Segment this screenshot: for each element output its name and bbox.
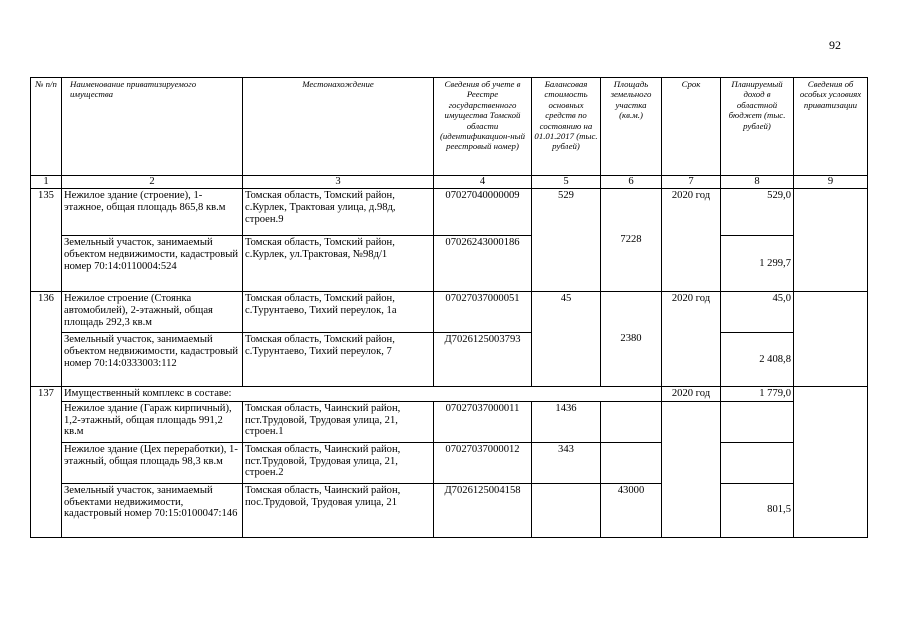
col-num-5: 5: [532, 176, 601, 189]
term: 2020 год: [662, 189, 721, 292]
object-name: Нежилое здание (строение), 1-этажное, общая площадь 865,8 кв.м: [62, 189, 243, 236]
land-area: 43000: [601, 483, 662, 537]
table-row: [31, 292, 868, 333]
object-name: Нежилое здание (Цех переработки), 1-этажный, общая площадь 98,3 кв.м: [62, 442, 243, 483]
income-value: 2 408,8: [721, 333, 794, 387]
land-area: [601, 401, 662, 442]
object-location: Томская область, Томский район, с.Турунтаево, Тихий переулок, 7: [243, 333, 434, 387]
balance-value: 1436: [532, 401, 601, 442]
registry-number: 07027037000011: [434, 401, 532, 442]
object-name: Нежилое строение (Стоянка автомобилей), 2-этажный, общая площадь 292,3 кв.м: [62, 292, 243, 333]
table-row: [31, 401, 868, 442]
special-conditions: [794, 189, 868, 292]
registry-number: 07027037000051: [434, 292, 532, 333]
registry-number: 07027037000012: [434, 442, 532, 483]
page-number: 92: [829, 38, 841, 52]
land-area: 7228: [601, 189, 662, 292]
object-location: Томская область, Томский район, с.Курлек, ул.Трактовая, №98д/1: [243, 236, 434, 292]
balance-value: 343: [532, 442, 601, 483]
row-number: 136: [31, 292, 62, 387]
header-term: Срок: [662, 78, 721, 176]
header-income: Планируемый доход в областной бюджет (тыс. рублей): [721, 78, 794, 176]
land-area: [601, 442, 662, 483]
object-name: Земельный участок, занимаемый объектами недвижимости, кадастровый номер 70:15:0100047:146: [62, 483, 243, 537]
income-value: 1 779,0: [721, 387, 794, 402]
object-location: Томская область, Томский район, с.Курлек, Трактовая улица, д.98д, строен.9: [243, 189, 434, 236]
registry-number: Д7026125004158: [434, 483, 532, 537]
col-num-9: 9: [794, 176, 868, 189]
col-num-4: 4: [434, 176, 532, 189]
income-value: 1 299,7: [721, 236, 794, 292]
table-row: [31, 387, 868, 402]
header-row: [31, 78, 868, 176]
header-name: Наименование приватизируемого имущества: [62, 78, 243, 176]
row-number: 137: [31, 387, 62, 538]
header-balance: Балансовая стоимость основных средств по состоянию на 01.01.2017 (тыс. рублей): [532, 78, 601, 176]
table-row: [31, 189, 868, 236]
table-row: [31, 333, 868, 387]
complex-title: Имущественный комплекс в составе:: [62, 387, 662, 402]
income-value: 45,0: [721, 292, 794, 333]
object-name: Земельный участок, занимаемый объектом недвижимости, кадастровый номер 70:14:0110004:524: [62, 236, 243, 292]
table-row: [31, 442, 868, 483]
object-name: Земельный участок, занимаемый объектом недвижимости, кадастровый номер 70:14:0333003:112: [62, 333, 243, 387]
registry-number: Д7026125003793: [434, 333, 532, 387]
row-number: 135: [31, 189, 62, 292]
object-location: Томская область, Чаинский район, пст.Трудовой, Трудовая улица, 21, строен.2: [243, 442, 434, 483]
col-num-7: 7: [662, 176, 721, 189]
table-row: [31, 483, 868, 537]
header-area: Площадь земельного участка (кв.м.): [601, 78, 662, 176]
income-value: [721, 401, 794, 442]
table-row: [31, 236, 868, 292]
term: 2020 год: [662, 292, 721, 387]
term-empty: [662, 401, 721, 537]
balance-value: 45: [532, 292, 601, 387]
income-value: 801,5: [721, 483, 794, 537]
header-no: № п/п: [31, 78, 62, 176]
col-num-3: 3: [243, 176, 434, 189]
special-conditions: [794, 387, 868, 538]
registry-number: 07026243000186: [434, 236, 532, 292]
object-location: Томская область, Чаинский район, пст.Трудовой, Трудовая улица, 21, строен.1: [243, 401, 434, 442]
registry-number: 07027040000009: [434, 189, 532, 236]
term: 2020 год: [662, 387, 721, 402]
col-num-1: 1: [31, 176, 62, 189]
object-location: Томская область, Чаинский район, пос.Трудовой, Трудовая улица, 21: [243, 483, 434, 537]
balance-value: 529: [532, 189, 601, 292]
header-registry: Сведения об учете в Реестре государственного имущества Томской области (идентификацион-ный реестровый номер): [434, 78, 532, 176]
special-conditions: [794, 292, 868, 387]
header-location: Местонахождение: [243, 78, 434, 176]
col-num-2: 2: [62, 176, 243, 189]
land-area: 2380: [601, 292, 662, 387]
income-value: [721, 442, 794, 483]
column-number-row: [31, 176, 868, 189]
privatization-table: [30, 77, 868, 538]
balance-value: [532, 483, 601, 537]
object-location: Томская область, Томский район, с.Турунтаево, Тихий переулок, 1а: [243, 292, 434, 333]
col-num-8: 8: [721, 176, 794, 189]
header-special: Сведения об особых условиях приватизации: [794, 78, 868, 176]
income-value: 529,0: [721, 189, 794, 236]
col-num-6: 6: [601, 176, 662, 189]
object-name: Нежилое здание (Гараж кирпичный), 1,2-этажный, общая площадь 991,2 кв.м: [62, 401, 243, 442]
